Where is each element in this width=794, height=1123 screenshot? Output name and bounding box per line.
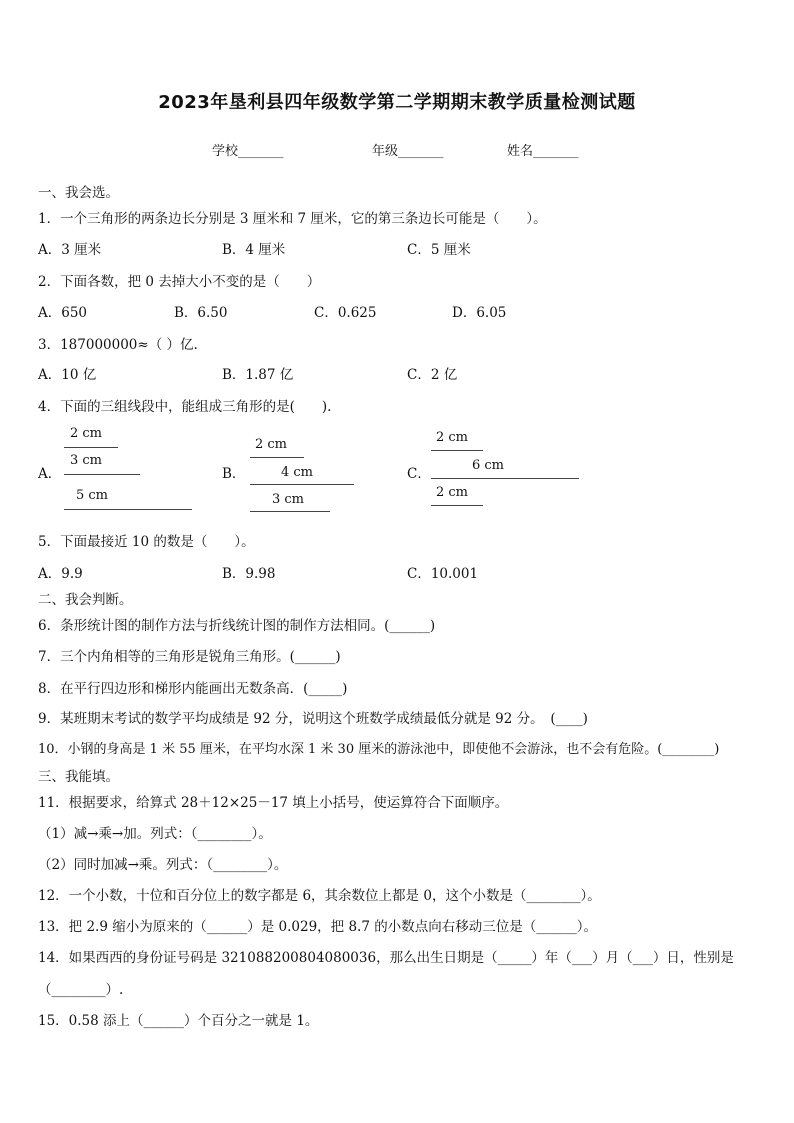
grade-field: 年级_______ xyxy=(372,144,444,159)
segment-b2-label: 4 cm xyxy=(281,465,314,480)
segment-a2 xyxy=(64,474,140,475)
question-9: 9．某班期末考试的数学平均成绩是 92 分，说明这个班数学成绩最低分就是 92 分。 (____) xyxy=(38,711,588,727)
segment-a2-label: 3 cm xyxy=(70,453,103,468)
question-15: 15．0.58 添上（______）个百分之一就是 1。 xyxy=(38,1013,319,1029)
segment-b2 xyxy=(250,484,354,485)
q4-option-c: C． xyxy=(407,466,431,482)
segment-b1-label: 2 cm xyxy=(255,437,288,452)
q1-option-a: A．3 厘米 xyxy=(38,242,102,258)
q2-option-c: C．0.625 xyxy=(314,305,377,321)
segment-c1 xyxy=(431,450,483,451)
segment-a1-label: 2 cm xyxy=(70,426,103,441)
segment-a3-label: 5 cm xyxy=(76,488,109,503)
segment-b3 xyxy=(250,511,330,512)
question-4: 4．下面的三组线段中，能组成三角形的是( ). xyxy=(38,399,332,415)
question-11: 11．根据要求，给算式 28＋12×25－17 填上小括号，使运算符合下面顺序。 xyxy=(38,795,509,811)
segment-a1 xyxy=(64,447,118,448)
segment-c2 xyxy=(431,478,579,479)
q4-option-a: A． xyxy=(38,466,62,482)
segment-b3-label: 3 cm xyxy=(272,492,305,507)
q2-option-a: A．650 xyxy=(38,305,88,321)
segment-c3-label: 2 cm xyxy=(436,485,469,500)
question-8: 8．在平行四边形和梯形内能画出无数条高．(_____) xyxy=(38,681,348,697)
q3-option-b: B．1.87 亿 xyxy=(222,367,294,383)
q2-option-b: B．6.50 xyxy=(174,305,228,321)
q5-option-c: C．10.001 xyxy=(407,566,479,582)
q1-option-c: C．5 厘米 xyxy=(407,242,471,258)
name-field: 姓名_______ xyxy=(507,144,579,159)
question-6: 6．条形统计图的制作方法与折线统计图的制作方法相同。(______) xyxy=(38,618,436,634)
segment-b1 xyxy=(250,457,304,458)
q1-option-b: B．4 厘米 xyxy=(222,242,286,258)
section-heading-2: 二、我会判断。 xyxy=(38,592,133,608)
question-3: 3．187000000≈（ ）亿. xyxy=(38,337,198,353)
question-7: 7．三个内角相等的三角形是锐角三角形。(______) xyxy=(38,649,341,665)
q5-option-b: B．9.98 xyxy=(222,566,276,582)
q5-option-a: A．9.9 xyxy=(38,566,83,582)
segment-c1-label: 2 cm xyxy=(436,430,469,445)
question-13: 13．把 2.9 缩小为原来的（______）是 0.029，把 8.7 的小数点向右移动三位是（______）。 xyxy=(38,919,597,935)
section-heading-1: 一、我会选。 xyxy=(38,185,119,201)
q3-option-a: A．10 亿 xyxy=(38,367,97,383)
q4-option-b: B． xyxy=(222,466,246,482)
q2-option-d: D．6.05 xyxy=(452,305,507,321)
question-1: 1．一个三角形的两条边长分别是 3 厘米和 7 厘米，它的第三条边长可能是（ ）。 xyxy=(38,211,547,227)
question-14-line-1: 14．如果西西的身份证号码是 321088200804080036，那么出生日期是（_____）年（___）月（___）日，性别是 xyxy=(38,950,734,966)
section-heading-3: 三、我能填。 xyxy=(38,769,119,785)
question-5: 5．下面最接近 10 的数是（ ）。 xyxy=(38,534,255,550)
page-title: 2023年垦利县四年级数学第二学期期末教学质量检测试题 xyxy=(158,92,636,113)
question-11-part-2: （2）同时加减→乘。列式：（________）。 xyxy=(38,857,288,873)
question-14-line-2: （________）. xyxy=(38,982,124,998)
segment-c2-label: 6 cm xyxy=(472,458,505,473)
segment-a3 xyxy=(64,509,192,510)
question-10: 10．小钢的身高是 1 米 55 厘米，在平均水深 1 米 30 厘米的游泳池中，即使他不会游泳，也不会有危险。(________) xyxy=(38,742,720,757)
segment-c3 xyxy=(431,505,483,506)
question-12: 12．一个小数，十位和百分位上的数字都是 6，其余数位上都是 0，这个小数是（________）。 xyxy=(38,888,601,904)
school-field: 学校_______ xyxy=(212,144,284,159)
question-11-part-1: （1）减→乘→加。列式：（________）。 xyxy=(38,826,272,842)
question-2: 2．下面各数，把 0 去掉大小不变的是（ ） xyxy=(38,274,321,290)
q3-option-c: C．2 亿 xyxy=(407,367,458,383)
